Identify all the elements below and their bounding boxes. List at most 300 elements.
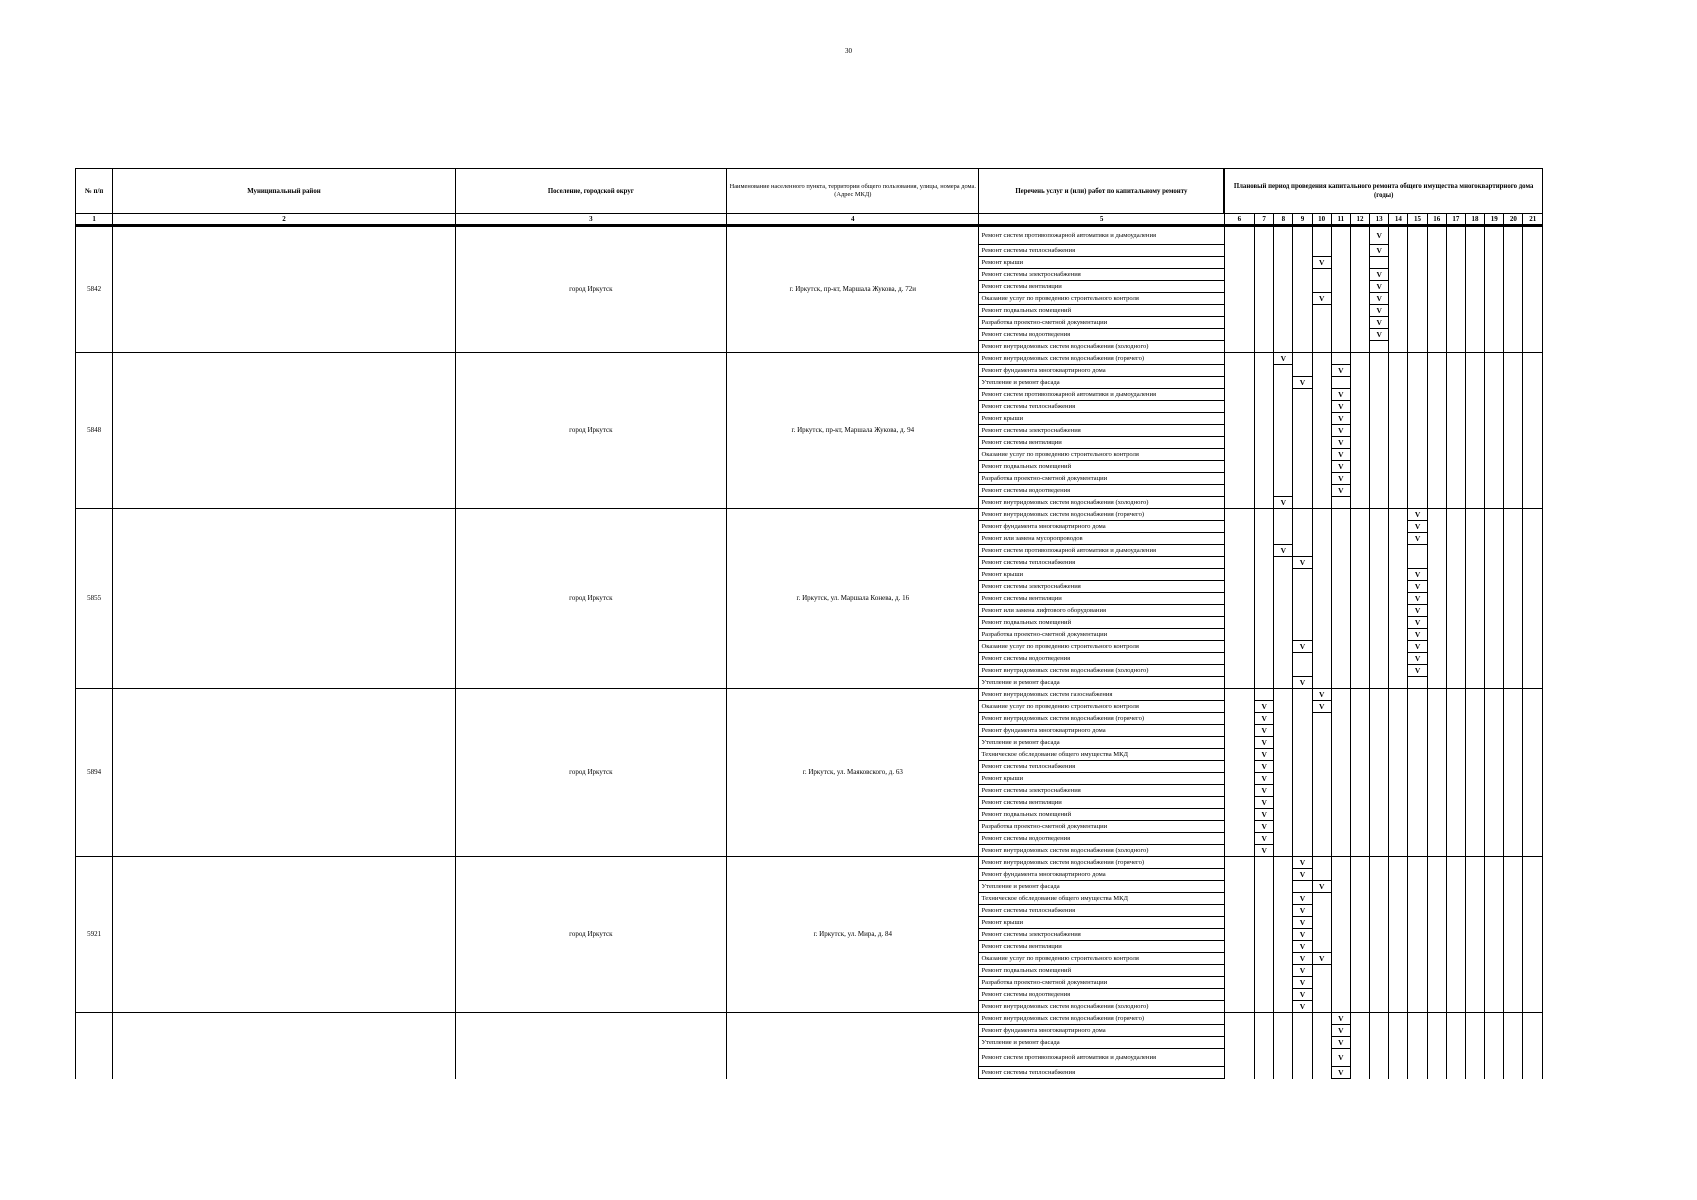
year-cell [1427,785,1446,797]
year-mark: V [1408,653,1427,665]
year-cell [1293,473,1312,485]
year-cell [1293,569,1312,581]
header-works: Перечень услуг и (или) работ по капитальному ремонту [979,169,1224,214]
year-cell [1504,833,1523,845]
year-cell [1446,749,1465,761]
year-cell [1312,245,1331,257]
year-cell [1370,1049,1389,1067]
year-cell [1389,773,1408,785]
year-cell [1504,761,1523,773]
year-cell [1408,425,1427,437]
year-cell [1370,737,1389,749]
year-cell [1224,881,1254,893]
year-cell [1312,857,1331,869]
year-cell [1255,593,1274,605]
work-item: Техническое обследование общего имущества МКД [979,893,1224,905]
work-item: Утепление и ремонт фасада [979,1037,1224,1049]
year-cell [1389,257,1408,269]
year-cell [1504,593,1523,605]
year-cell [1427,341,1446,353]
year-cell [1331,929,1350,941]
work-item: Ремонт внутридомовых систем водоснабжения (холодного) [979,341,1224,353]
year-cell [1465,593,1484,605]
year-cell [1485,845,1504,857]
year-column-header: 16 [1427,214,1446,226]
year-cell [1350,377,1369,389]
year-cell [1465,1013,1484,1025]
year-cell [1274,425,1293,437]
year-cell [1293,821,1312,833]
year-cell [1224,305,1254,317]
year-cell [1331,881,1350,893]
year-cell [1504,293,1523,305]
year-cell [1427,641,1446,653]
year-cell [1350,737,1369,749]
year-cell [1389,305,1408,317]
year-cell [1485,509,1504,521]
year-cell [1389,521,1408,533]
year-cell [1408,977,1427,989]
entry-district [113,353,455,509]
year-cell [1446,953,1465,965]
year-cell [1465,809,1484,821]
year-cell [1523,965,1543,977]
year-cell [1485,569,1504,581]
year-cell [1523,281,1543,293]
year-cell [1274,965,1293,977]
year-cell [1274,1037,1293,1049]
work-item: Ремонт системы водоотведения [979,653,1224,665]
year-cell [1255,293,1274,305]
year-cell [1408,293,1427,305]
year-cell [1408,485,1427,497]
year-cell [1465,1067,1484,1079]
year-cell [1331,845,1350,857]
header-district: Муниципальный район [113,169,455,214]
year-cell [1224,545,1254,557]
year-cell [1523,449,1543,461]
year-cell [1274,341,1293,353]
work-item: Ремонт системы вентиляции [979,941,1224,953]
year-cell [1331,809,1350,821]
year-cell [1446,353,1465,365]
year-cell [1255,929,1274,941]
year-cell [1389,857,1408,869]
year-cell [1427,821,1446,833]
year-cell [1274,1001,1293,1013]
year-cell [1446,341,1465,353]
year-cell [1293,461,1312,473]
year-cell [1331,641,1350,653]
year-cell [1504,629,1523,641]
work-item: Ремонт системы водоотведения [979,989,1224,1001]
year-cell [1312,305,1331,317]
year-mark: V [1331,449,1350,461]
year-column-header: 18 [1465,214,1484,226]
year-cell [1312,353,1331,365]
year-cell [1350,581,1369,593]
year-cell [1465,533,1484,545]
year-mark: V [1293,869,1312,881]
year-cell [1389,1067,1408,1079]
work-item: Ремонт систем противопожарной автоматики и дымоудаления [979,545,1224,557]
year-cell [1293,425,1312,437]
year-cell [1389,617,1408,629]
year-cell [1389,317,1408,329]
year-cell [1446,641,1465,653]
year-cell [1274,653,1293,665]
year-cell [1504,1049,1523,1067]
year-column-header: 14 [1389,214,1408,226]
year-cell [1350,809,1369,821]
year-cell [1274,581,1293,593]
year-cell [1224,761,1254,773]
year-cell [1331,689,1350,701]
year-cell [1504,557,1523,569]
year-cell [1523,797,1543,809]
year-cell [1465,749,1484,761]
year-cell [1370,1013,1389,1025]
year-cell [1485,977,1504,989]
year-cell [1350,521,1369,533]
year-cell [1504,821,1523,833]
year-column-header: 21 [1523,214,1543,226]
year-cell [1350,365,1369,377]
year-cell [1274,773,1293,785]
year-cell [1370,521,1389,533]
year-cell [1293,1025,1312,1037]
year-cell [1224,226,1254,245]
year-cell [1224,569,1254,581]
year-cell [1274,689,1293,701]
year-cell [1523,509,1543,521]
year-cell [1312,329,1331,341]
year-cell [1465,509,1484,521]
year-cell [1485,905,1504,917]
year-cell [1389,653,1408,665]
year-cell [1446,1013,1465,1025]
year-cell [1446,761,1465,773]
year-cell [1312,533,1331,545]
year-cell [1485,701,1504,713]
year-cell [1427,317,1446,329]
year-cell [1523,629,1543,641]
year-cell [1255,257,1274,269]
year-cell [1370,1001,1389,1013]
year-cell [1427,461,1446,473]
year-cell [1274,305,1293,317]
entry-address: г. Иркутск, ул. Маяковского, д. 63 [727,689,979,857]
year-cell [1446,593,1465,605]
work-item: Ремонт системы водоотведения [979,485,1224,497]
year-cell [1331,293,1350,305]
year-cell [1255,485,1274,497]
entry-number: 5921 [76,857,113,1013]
work-item: Техническое обследование общего имущества МКД [979,749,1224,761]
year-cell [1331,737,1350,749]
year-cell [1274,785,1293,797]
year-cell [1274,521,1293,533]
year-cell [1274,533,1293,545]
year-cell [1427,677,1446,689]
year-cell [1408,833,1427,845]
year-cell [1255,677,1274,689]
year-cell [1427,305,1446,317]
year-cell [1350,473,1369,485]
year-cell [1523,437,1543,449]
year-cell [1408,773,1427,785]
year-cell [1293,701,1312,713]
year-cell [1312,845,1331,857]
year-cell [1523,581,1543,593]
year-cell [1485,593,1504,605]
year-cell [1370,665,1389,677]
year-cell [1370,389,1389,401]
year-cell [1523,881,1543,893]
year-cell [1274,413,1293,425]
year-cell [1504,965,1523,977]
year-cell [1350,269,1369,281]
year-cell [1255,617,1274,629]
table-header [76,169,1543,226]
year-cell [1389,641,1408,653]
year-cell [1350,1001,1369,1013]
year-cell [1350,641,1369,653]
year-cell [1446,965,1465,977]
year-cell [1274,329,1293,341]
year-cell [1255,869,1274,881]
year-cell [1331,281,1350,293]
entry-number: 5855 [76,509,113,689]
year-cell [1312,965,1331,977]
year-cell [1523,1049,1543,1067]
year-cell [1504,533,1523,545]
year-cell [1465,389,1484,401]
year-cell [1350,341,1369,353]
year-cell [1255,977,1274,989]
year-cell [1485,893,1504,905]
year-cell [1255,641,1274,653]
year-cell [1446,281,1465,293]
work-item: Ремонт фундамента многоквартирного дома [979,521,1224,533]
work-item: Ремонт фундамента многоквартирного дома [979,365,1224,377]
year-cell [1523,425,1543,437]
year-cell [1350,917,1369,929]
year-cell [1485,1013,1504,1025]
work-item: Ремонт подвальных помещений [979,461,1224,473]
year-cell [1224,473,1254,485]
year-cell [1446,581,1465,593]
year-cell [1224,521,1254,533]
year-cell [1255,1001,1274,1013]
year-cell [1312,893,1331,905]
year-cell [1465,761,1484,773]
year-cell [1523,785,1543,797]
year-cell [1255,449,1274,461]
year-cell [1504,953,1523,965]
year-cell [1370,965,1389,977]
year-cell [1504,305,1523,317]
year-mark: V [1274,497,1293,509]
year-cell [1446,773,1465,785]
year-cell [1389,226,1408,245]
work-item: Ремонт системы водоотведения [979,833,1224,845]
header-settlement: Поселение, городской округ [455,169,727,214]
year-cell [1331,521,1350,533]
year-cell [1504,269,1523,281]
year-mark: V [1312,293,1331,305]
year-cell [1485,305,1504,317]
year-cell [1465,1049,1484,1067]
year-cell [1274,293,1293,305]
year-cell [1255,437,1274,449]
year-cell [1389,1001,1408,1013]
entry-settlement: город Иркутск [455,353,727,509]
column-number-2: 2 [113,214,455,226]
year-cell [1255,1025,1274,1037]
year-cell [1485,653,1504,665]
year-cell [1350,941,1369,953]
year-cell [1224,965,1254,977]
year-cell [1427,761,1446,773]
work-item: Ремонт крыши [979,917,1224,929]
year-cell [1350,989,1369,1001]
year-cell [1389,269,1408,281]
year-cell [1350,533,1369,545]
year-cell [1427,401,1446,413]
year-mark: V [1331,485,1350,497]
work-item: Ремонт внутридомовых систем водоснабжения (горячего) [979,857,1224,869]
year-cell [1408,437,1427,449]
year-cell [1293,581,1312,593]
year-cell [1389,977,1408,989]
work-item: Ремонт внутридомовых систем водоснабжения (холодного) [979,497,1224,509]
year-cell [1408,365,1427,377]
year-cell [1370,617,1389,629]
year-cell [1446,401,1465,413]
year-cell [1370,377,1389,389]
work-item: Оказание услуг по проведению строительного контроля [979,293,1224,305]
year-cell [1408,1037,1427,1049]
year-cell [1523,989,1543,1001]
year-cell [1370,449,1389,461]
year-cell [1446,1049,1465,1067]
year-cell [1485,749,1504,761]
year-cell [1504,665,1523,677]
year-cell [1255,389,1274,401]
year-cell [1274,977,1293,989]
year-cell [1370,425,1389,437]
year-cell [1427,965,1446,977]
year-cell [1446,713,1465,725]
year-cell [1331,497,1350,509]
year-cell [1408,905,1427,917]
year-cell [1255,353,1274,365]
year-cell [1370,1067,1389,1079]
year-cell [1274,449,1293,461]
year-cell [1274,665,1293,677]
year-cell [1427,365,1446,377]
year-cell [1485,617,1504,629]
year-cell [1427,257,1446,269]
year-cell [1312,1067,1331,1079]
year-cell [1504,869,1523,881]
year-mark: V [1293,1001,1312,1013]
year-cell [1389,677,1408,689]
year-cell [1465,917,1484,929]
year-cell [1389,401,1408,413]
year-cell [1274,281,1293,293]
year-cell [1465,821,1484,833]
year-cell [1293,605,1312,617]
year-cell [1389,485,1408,497]
year-cell [1331,605,1350,617]
year-cell [1370,725,1389,737]
year-cell [1255,365,1274,377]
year-cell [1224,749,1254,761]
year-cell [1312,629,1331,641]
year-cell [1312,737,1331,749]
year-cell [1427,893,1446,905]
year-cell [1408,881,1427,893]
year-cell [1523,641,1543,653]
year-cell [1331,245,1350,257]
year-cell [1255,953,1274,965]
year-cell [1293,737,1312,749]
work-item: Разработка проектно-сметной документации [979,473,1224,485]
year-mark: V [1255,737,1274,749]
year-cell [1446,881,1465,893]
year-cell [1331,677,1350,689]
year-cell [1370,257,1389,269]
year-column-header: 12 [1350,214,1369,226]
year-cell [1350,677,1369,689]
year-cell [1485,689,1504,701]
year-cell [1427,989,1446,1001]
year-cell [1331,317,1350,329]
year-cell [1485,605,1504,617]
year-mark: V [1408,581,1427,593]
year-cell [1504,257,1523,269]
year-cell [1465,281,1484,293]
year-cell [1274,797,1293,809]
entry-district [113,689,455,857]
year-column-header: 10 [1312,214,1331,226]
year-cell [1523,617,1543,629]
year-cell [1427,629,1446,641]
year-cell [1224,605,1254,617]
work-item: Ремонт внутридомовых систем водоснабжения (холодного) [979,665,1224,677]
year-cell [1331,377,1350,389]
year-cell [1350,629,1369,641]
year-cell [1446,809,1465,821]
year-cell [1389,929,1408,941]
year-cell [1427,449,1446,461]
work-item: Ремонт системы теплоснабжения [979,401,1224,413]
year-cell [1465,857,1484,869]
year-cell [1427,377,1446,389]
year-mark: V [1331,1049,1350,1067]
year-cell [1523,293,1543,305]
entry-district [113,226,455,353]
year-cell [1446,677,1465,689]
year-cell [1485,581,1504,593]
table-row [76,509,1543,521]
year-cell [1523,605,1543,617]
year-cell [1465,881,1484,893]
year-cell [1446,509,1465,521]
year-cell [1255,329,1274,341]
